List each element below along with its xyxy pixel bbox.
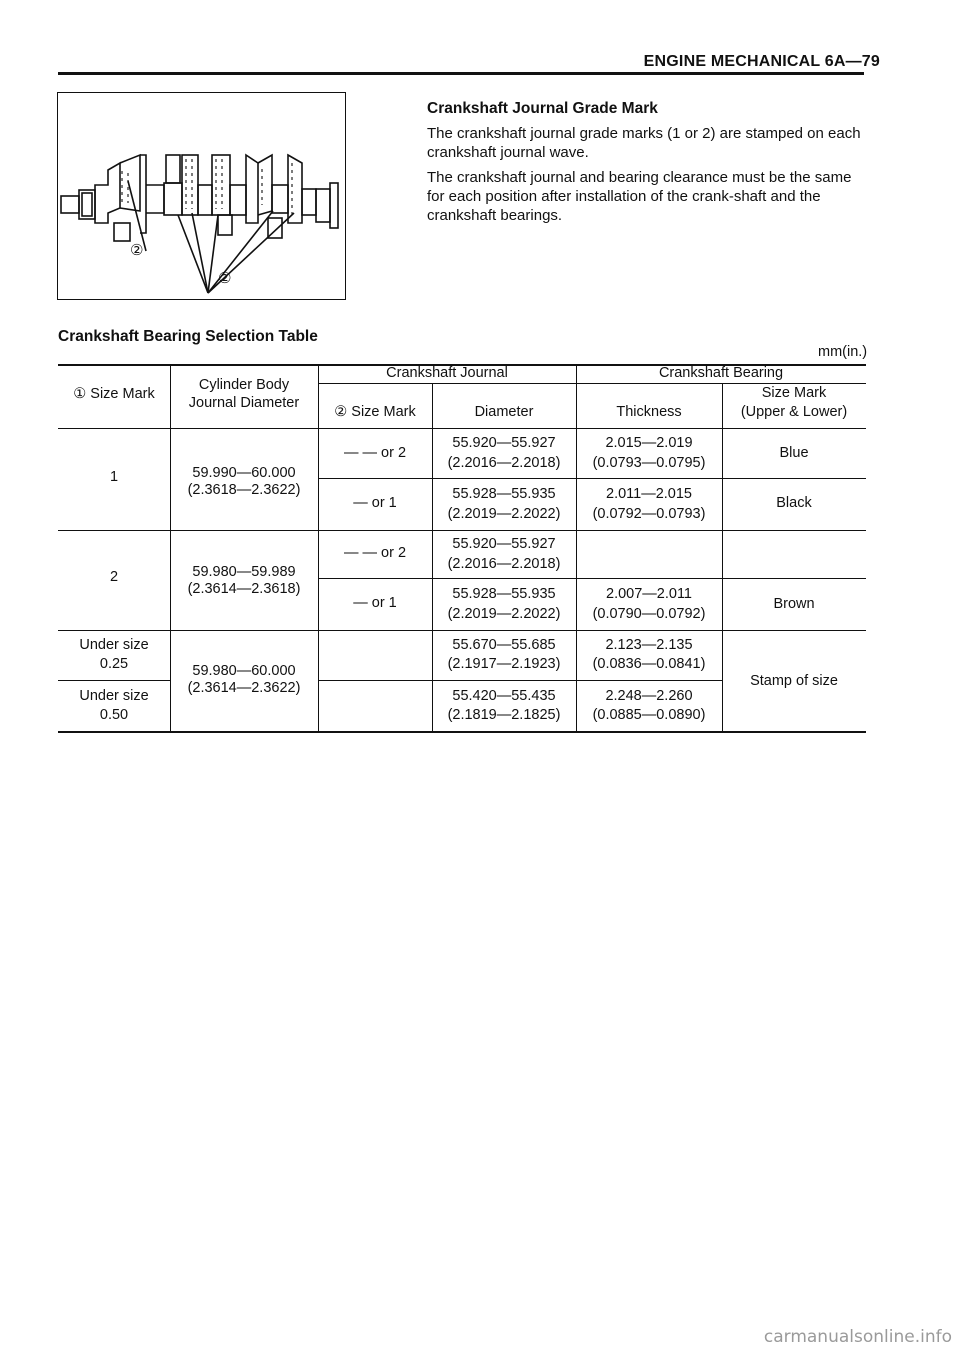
r2-cyl-diameter-mm: 59.980—59.989 — [192, 564, 296, 580]
r2b-bearing-color: Brown — [773, 596, 815, 612]
r2a-diameter-in: (2.2016—2.2018) — [447, 556, 561, 572]
u25-diameter-mm: 55.670—55.685 — [452, 637, 556, 653]
rule-r2-mid — [318, 578, 866, 579]
u50-size-mark-value: 0.50 — [99, 707, 129, 723]
r1b-bearing-color: Black — [776, 495, 812, 511]
rule-journal-group — [318, 383, 576, 384]
table-title: Crankshaft Bearing Selection Table — [58, 328, 318, 345]
r2b-diameter-mm: 55.928—55.935 — [452, 586, 556, 602]
u25-size-mark-label: Under size — [79, 637, 149, 653]
r1a-journal-mark: — — or 2 — [343, 445, 407, 461]
r2b-diameter-in: (2.2019—2.2022) — [447, 606, 561, 622]
figure-callout-left: ② — [130, 241, 144, 259]
table-bottom-rule — [58, 731, 866, 733]
u-bearing-stamp: Stamp of size — [750, 673, 838, 689]
section-title: Crankshaft Journal Grade Mark — [427, 100, 658, 117]
r1b-thickness-in: (0.0792—0.0793) — [592, 506, 706, 522]
section-paragraph-2: The crankshaft journal and bearing clearance must be the same for each position after installation of the crank-shaft and the crankshaft bearings. — [427, 169, 852, 224]
r1a-thickness-mm: 2.015—2.019 — [605, 435, 693, 451]
r1a-diameter-in: (2.2016—2.2018) — [447, 455, 561, 471]
r1-cyl-diameter-mm: 59.990—60.000 — [192, 465, 296, 481]
u50-size-mark-label: Under size — [79, 688, 149, 704]
header-thickness: Thickness — [616, 404, 682, 420]
header-rule — [58, 72, 864, 75]
u-cyl-diameter-in: (2.3614—2.3622) — [187, 680, 301, 696]
header-journal-diameter: Journal Diameter — [188, 395, 300, 411]
u50-thickness-mm: 2.248—2.260 — [605, 688, 693, 704]
u25-thickness-in: (0.0836—0.0841) — [592, 656, 706, 672]
r2b-journal-mark: — or 1 — [353, 595, 397, 611]
header-diameter: Diameter — [474, 404, 534, 420]
u50-diameter-in: (2.1819—2.1825) — [447, 707, 561, 723]
header-crankshaft-journal: Crankshaft Journal — [386, 365, 508, 381]
r2a-diameter-mm: 55.920—55.927 — [452, 536, 556, 552]
crankshaft-drawing — [58, 93, 347, 301]
header-cylinder-body: Cylinder Body — [198, 377, 290, 393]
r1a-bearing-color: Blue — [779, 445, 809, 461]
r2a-journal-mark: — — or 2 — [343, 545, 407, 561]
figure-callout-bottom: ② — [218, 269, 232, 287]
r1-cyl-diameter-in: (2.3618—2.3622) — [187, 482, 301, 498]
r2b-thickness-mm: 2.007—2.011 — [606, 586, 692, 602]
header-bearing-size-mark: Size Mark — [761, 385, 827, 401]
crankshaft-figure — [57, 92, 346, 300]
watermark: carmanualsonline.info — [763, 1327, 952, 1347]
header-journal-size-mark: ② Size Mark — [334, 404, 416, 420]
u25-diameter-in: (2.1917—2.1923) — [447, 656, 561, 672]
u50-diameter-mm: 55.420—55.435 — [452, 688, 556, 704]
u25-size-mark-value: 0.25 — [99, 656, 129, 672]
section-paragraph-1: The crankshaft journal grade marks (1 or 2) are stamped on each crankshaft journal wave. — [427, 125, 861, 161]
u50-thickness-in: (0.0885—0.0890) — [592, 707, 706, 723]
header-bearing-upper-lower: (Upper & Lower) — [740, 404, 848, 420]
r2b-thickness-in: (0.0790—0.0792) — [592, 606, 706, 622]
page-header-title: ENGINE MECHANICAL 6A—79 — [643, 53, 880, 70]
r1a-diameter-mm: 55.920—55.927 — [452, 435, 556, 451]
table-unit-label: mm(in.) — [818, 344, 868, 360]
r1b-diameter-in: (2.2019—2.2022) — [447, 506, 561, 522]
r1b-journal-mark: — or 1 — [353, 495, 397, 511]
rule-r1-bottom — [58, 530, 866, 531]
u25-thickness-mm: 2.123—2.135 — [605, 637, 693, 653]
r2-size-mark: 2 — [109, 569, 119, 585]
rule-header-bottom — [58, 428, 866, 429]
r1b-diameter-mm: 55.928—55.935 — [452, 486, 556, 502]
r1a-thickness-in: (0.0793—0.0795) — [592, 455, 706, 471]
r1-size-mark: 1 — [109, 469, 119, 485]
header-crankshaft-bearing: Crankshaft Bearing — [658, 365, 784, 381]
r2-cyl-diameter-in: (2.3614—2.3618) — [187, 581, 301, 597]
rule-r2-bottom — [58, 630, 866, 631]
rule-u-mid-right — [318, 680, 723, 681]
rule-r1-mid — [318, 478, 866, 479]
u-cyl-diameter-mm: 59.980—60.000 — [192, 663, 296, 679]
r1b-thickness-mm: 2.011—2.015 — [606, 486, 692, 502]
rule-u-mid-left — [58, 680, 170, 681]
header-size-mark: ① Size Mark — [73, 386, 155, 402]
